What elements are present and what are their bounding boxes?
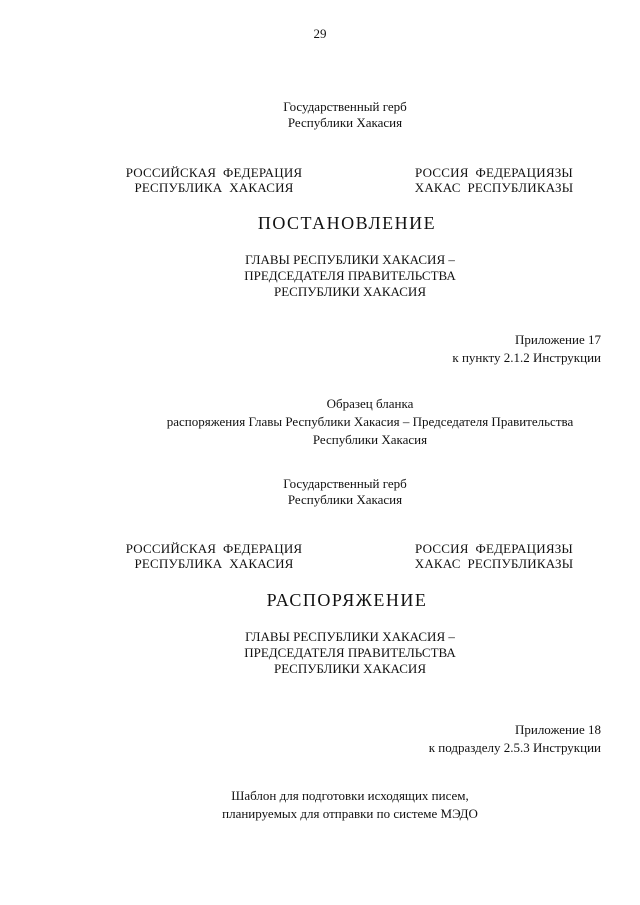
appendix-line: Приложение 18 xyxy=(514,722,601,737)
subtitle-line: ГЛАВЫ РЕСПУБЛИКИ ХАКАСИЯ – xyxy=(245,252,455,267)
subtitle-line: ПРЕДСЕДАТЕЛЯ ПРАВИТЕЛЬСТВА xyxy=(244,645,456,660)
note-line: планируемых для отправки по системе МЭДО xyxy=(222,806,478,821)
appendix-18-reference xyxy=(261,721,601,757)
document-subtitle xyxy=(200,629,500,677)
caption-line: распоряжения Главы Республики Хакасия – Председателя Правительства xyxy=(166,414,574,429)
header-line: ХАКАС РЕСПУБЛИКАЗЫ xyxy=(414,180,574,195)
crest-line: Республики Хакасия xyxy=(287,492,403,507)
russian-header xyxy=(104,541,324,571)
header-line: РЕСПУБЛИКА ХАКАСИЯ xyxy=(134,556,294,571)
document-subtitle xyxy=(200,252,500,300)
appendix-line: Приложение 17 xyxy=(514,332,601,347)
subtitle-line: ГЛАВЫ РЕСПУБЛИКИ ХАКАСИЯ – xyxy=(245,629,455,644)
khakas-header xyxy=(384,541,604,571)
template-note xyxy=(150,787,550,823)
document-title: ПОСТАНОВЛЕНИЕ xyxy=(257,213,437,233)
appendix-17-reference xyxy=(261,331,601,367)
appendix-line: к подразделу 2.5.3 Инструкции xyxy=(428,740,601,755)
header-line: РОССИЯ ФЕДЕРАЦИЯЗЫ xyxy=(415,541,573,556)
header-line: ХАКАС РЕСПУБЛИКАЗЫ xyxy=(414,556,574,571)
crest-line: Республики Хакасия xyxy=(287,115,403,130)
header-line: РОССИЙСКАЯ ФЕДЕРАЦИЯ xyxy=(125,165,303,180)
subtitle-line: РЕСПУБЛИКИ ХАКАСИЯ xyxy=(273,661,426,676)
header-line: РЕСПУБЛИКА ХАКАСИЯ xyxy=(134,180,294,195)
subtitle-line: РЕСПУБЛИКИ ХАКАСИЯ xyxy=(273,284,426,299)
caption-line: Образец бланка xyxy=(326,396,414,411)
page-number: 29 xyxy=(313,26,327,41)
appendix-line: к пункту 2.1.2 Инструкции xyxy=(452,350,601,365)
russian-header xyxy=(104,165,324,195)
crest-line: Государственный герб xyxy=(283,476,407,491)
header-line: РОССИЙСКАЯ ФЕДЕРАЦИЯ xyxy=(125,541,303,556)
document-title: РАСПОРЯЖЕНИЕ xyxy=(266,590,428,610)
crest-line: Государственный герб xyxy=(283,99,407,114)
note-line: Шаблон для подготовки исходящих писем, xyxy=(231,788,469,803)
caption-line: Республики Хакасия xyxy=(312,432,428,447)
coat-of-arms-placeholder xyxy=(220,476,470,508)
header-line: РОССИЯ ФЕДЕРАЦИЯЗЫ xyxy=(415,165,573,180)
subtitle-line: ПРЕДСЕДАТЕЛЯ ПРАВИТЕЛЬСТВА xyxy=(244,268,456,283)
coat-of-arms-placeholder xyxy=(220,99,470,131)
sample-caption xyxy=(100,395,640,449)
khakas-header xyxy=(384,165,604,195)
